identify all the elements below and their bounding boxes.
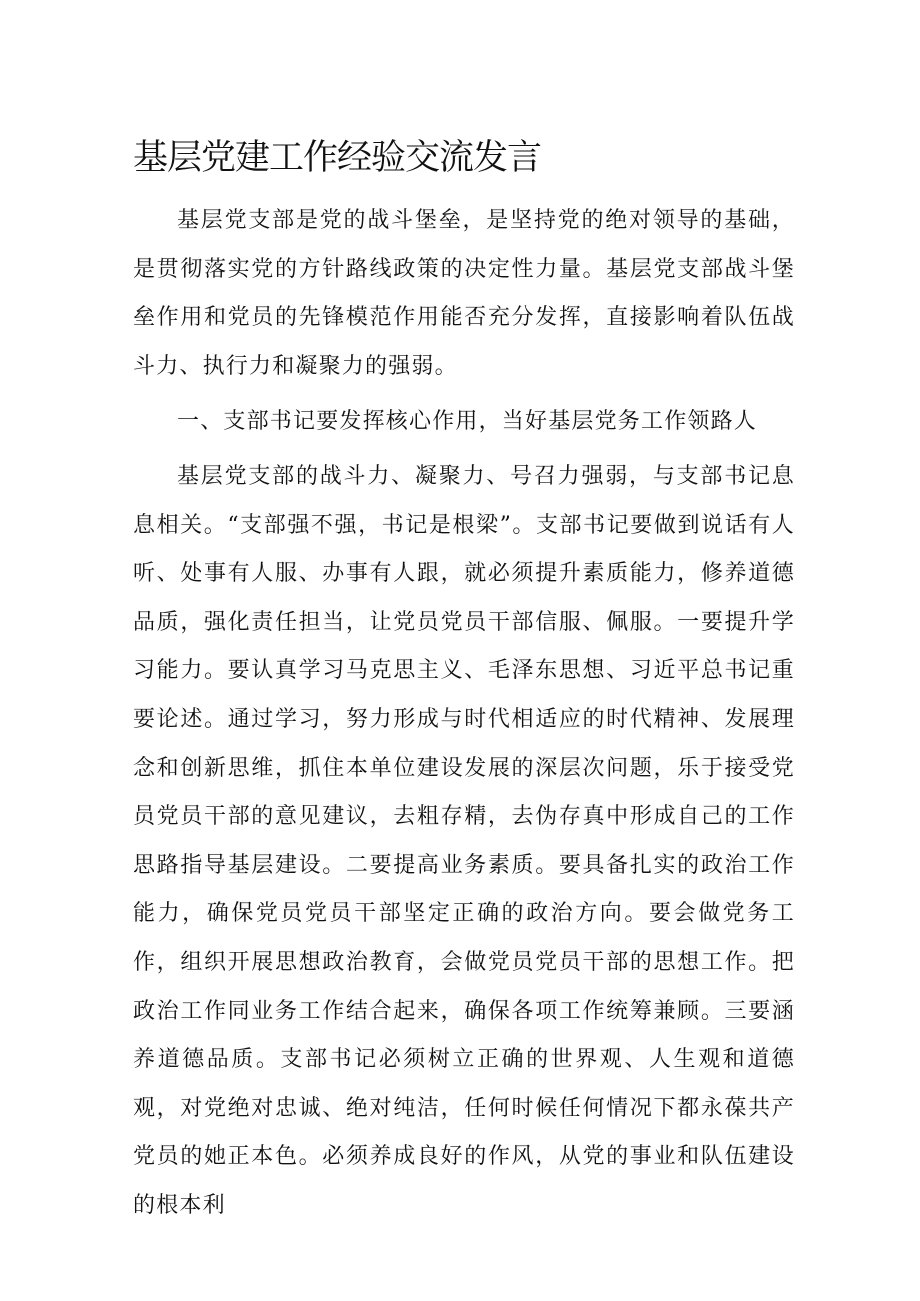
intro-paragraph: 基层党支部是党的战斗堡垒，是坚持党的绝对领导的基础，是贯彻落实党的方针路线政策的决定性力量。基层党支部战斗堡垒作用和党员的先锋模范作用能否充分发挥，直接影响着队伍战斗力、执行力和凝聚力的强弱。 (133, 208, 795, 379)
document-title: 基层党建工作经验交流发言 (133, 138, 542, 178)
section-heading: 一、支部书记要发挥核心作用，当好基层党务工作领路人 (177, 409, 758, 434)
body-paragraph: 基层党支部的战斗力、凝聚力、号召力强弱，与支部书记息息相关。“支部强不强，书记是根梁”。支部书记要做到说话有人听、处事有人服、办事有人跟，就必须提升素质能力，修养道德品质，强化责任担当，让党员党员干部信服、佩服。一要提升学习能力。要认真学习马克思主义、毛泽东思想、习近平总书记重要论述。通过学习，努力形成与时代相适应的时代精神、发展理念和创新思维，抓住本单位建设发展的深层次问题，乐于接受党员党员干部的意见建议，去粗存精，去伪存真中形成自己的工作思路指导基层建设。二要提高业务素质。要具备扎实的政治工作能力，确保党员党员干部坚定正确的政治方向。要会做党务工作，组织开展思想政治教育，会做党员党员干部的思想工作。把政治工作同业务工作结合起来，确保各项工作统筹兼顾。三要涵养道德品质。支部书记必须树立正确的世界观、人生观和道德观，对党绝对忠诚、绝对纯洁，任何时候任何情况下都永葆共产党员的她正本色。必须养成良好的作风，从党的事业和队伍建设的根本利 (133, 464, 795, 1218)
